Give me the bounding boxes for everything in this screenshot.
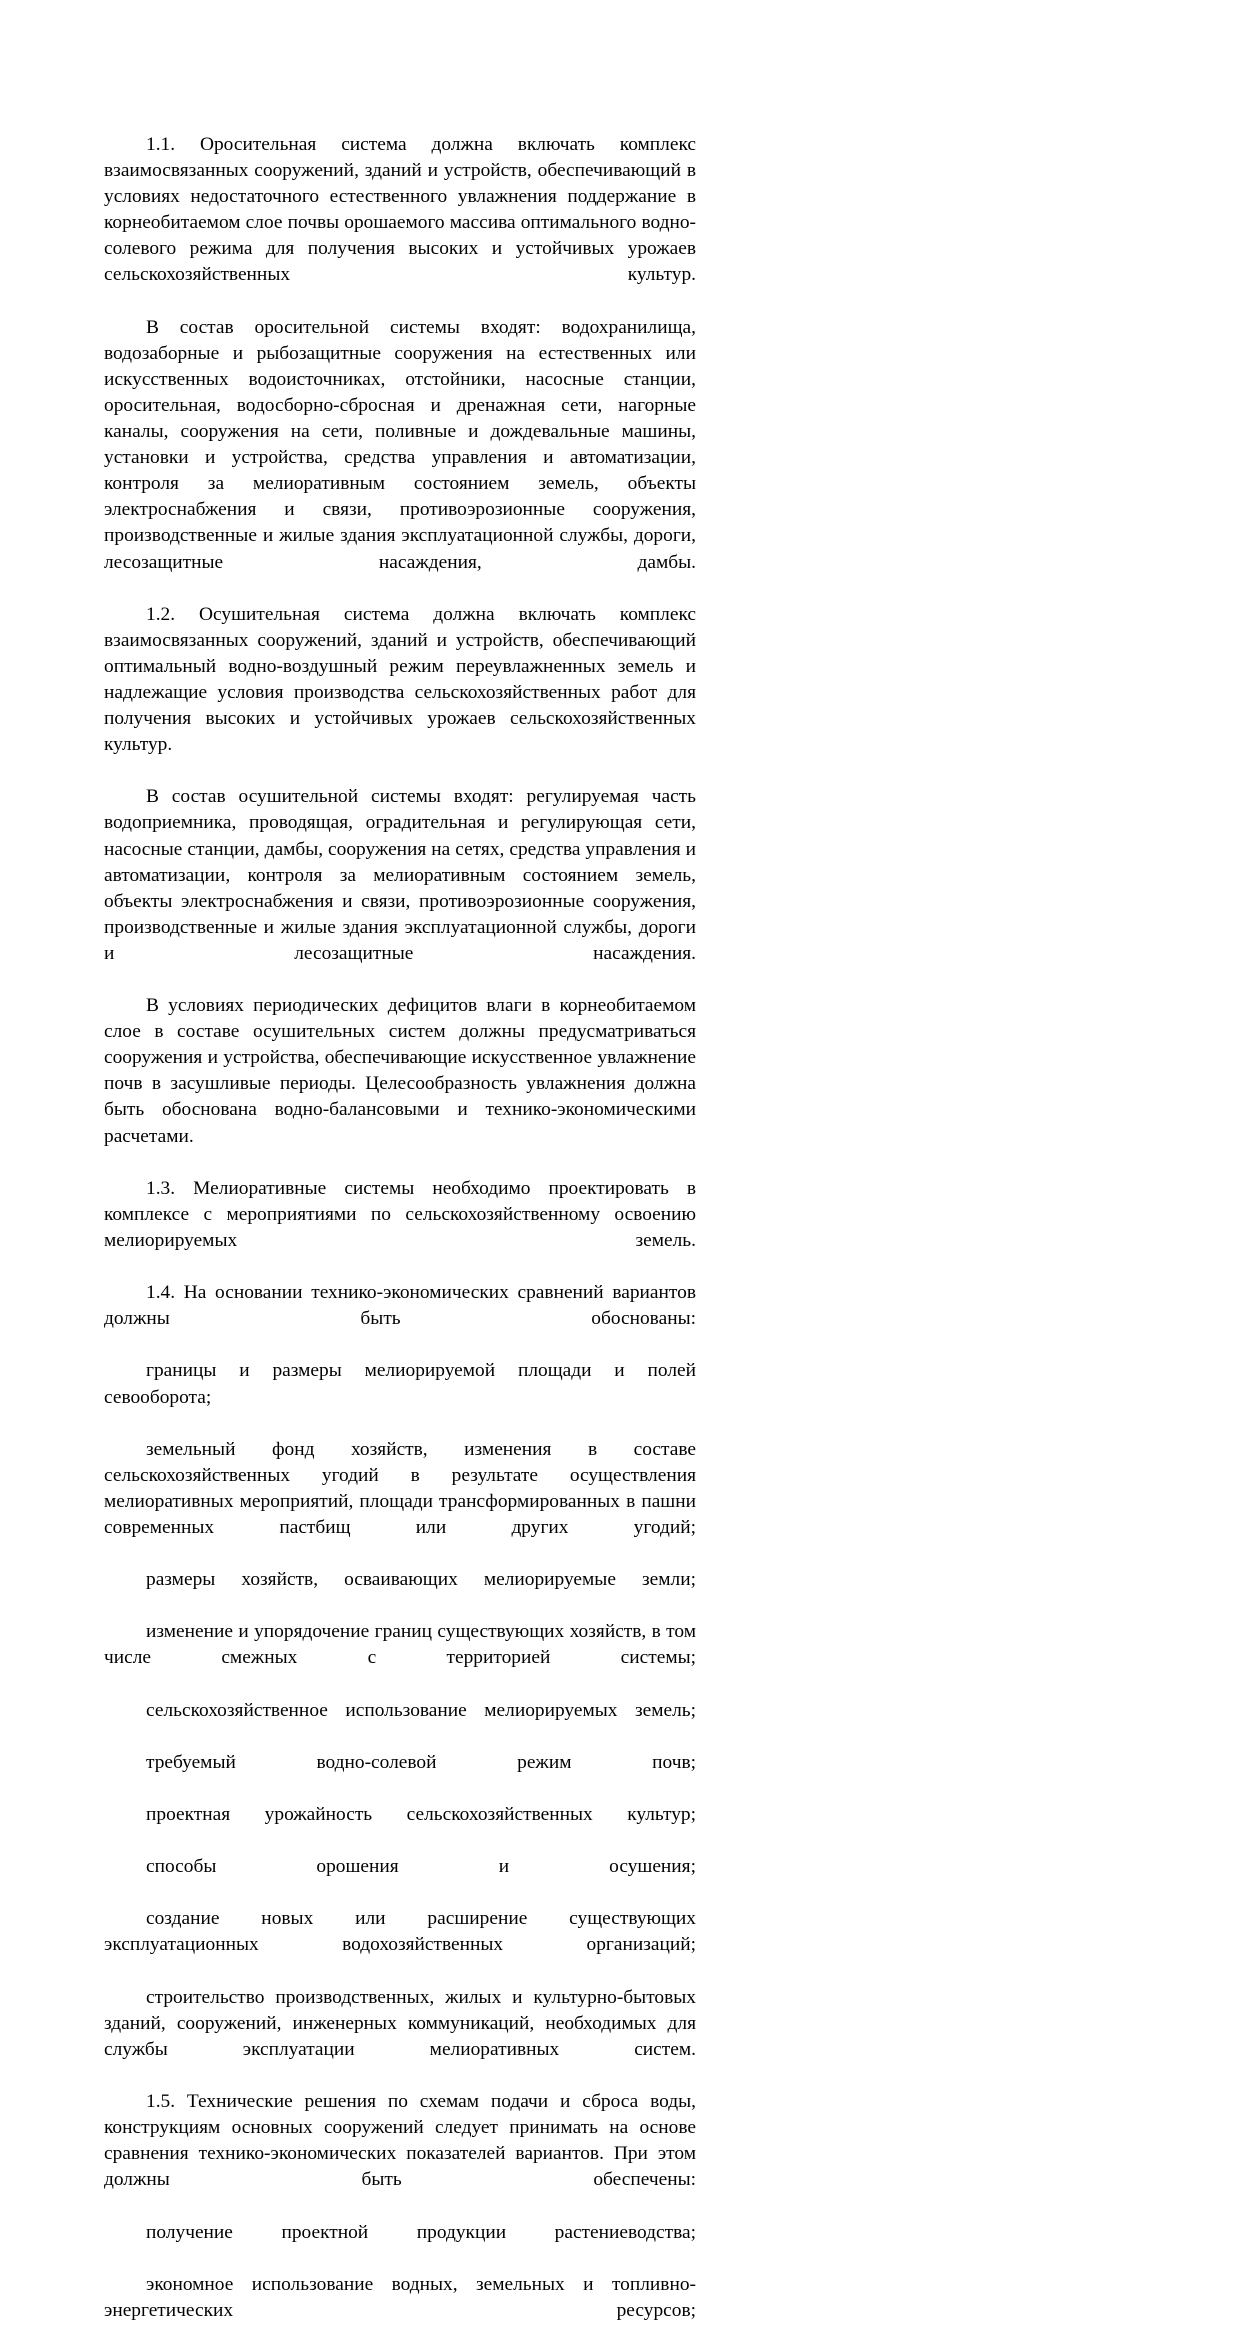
list-item: создание новых или расширение существующих эксплуатационных водохозяйственных организаций; xyxy=(104,1908,696,1956)
clause-1-2-paragraph: 1.2. Осушительная система должна включать комплекс взаимосвязанных сооружений, зданий и устройств, обеспечивающий оптимальный водно-воздушный режим переувлажненных земель и надлежащие условия производства сельскохозяйственных работ для получения высоких и устойчивых урожаев сельскохозяйственных культур. xyxy=(104,603,696,756)
document-text-body xyxy=(104,132,696,2350)
list-item: требуемый водно-солевой режим почв; xyxy=(146,1751,696,1773)
clause-1-5-paragraph: 1.5. Технические решения по схемам подачи и сброса воды, конструкциям основных сооружений следует принимать на основе сравнения технико-экономических показателей вариантов. При этом должны быть обеспечены: xyxy=(104,2091,696,2191)
drainage-composition-paragraph: В состав осушительной системы входят: регулируемая часть водоприемника, проводящая, оградительная и регулирующая сети, насосные станции, дамбы, сооружения на сетях, средства управления и автоматизации, контроля за мелиоративным состоянием земель, объекты электроснабжения и связи, противоэрозионные сооружения, производственные и жилые здания эксплуатационной службы, дороги и лесозащитные насаждения. xyxy=(104,786,696,964)
list-item: получение проектной продукции растениеводства; xyxy=(146,2221,696,2243)
list-item: проектная урожайность сельскохозяйственных культур; xyxy=(146,1804,696,1825)
list-item: границы и размеры мелиорируемой площади и полей севооборота; xyxy=(104,1360,696,1408)
list-item: изменение и упорядочение границ существующих хозяйств, в том числе смежных с территорией системы; xyxy=(104,1621,696,1669)
moisture-deficit-paragraph: В условиях периодических дефицитов влаги в корнеобитаемом слое в составе осушительных систем должны предусматриваться сооружения и устройства, обеспечивающие искусственное увлажнение почв в засушливые периоды. Целесообразность увлажнения должна быть обоснована водно-балансовыми и технико-экономическими расчетами. xyxy=(104,995,696,1147)
clause-1-3-paragraph: 1.3. Мелиоративные системы необходимо проектировать в комплексе с мероприятиями по сельскохозяйственному освоению мелиорируемых земель. xyxy=(104,1177,696,1251)
clause-1-4-paragraph: 1.4. На основании технико-экономических сравнений вариантов должны быть обоснованы: xyxy=(104,1282,696,1330)
list-item: строительство производственных, жилых и культурно-бытовых зданий, сооружений, инженерных коммуникаций, необходимых для службы эксплуатации мелиоративных систем. xyxy=(104,1986,696,2060)
clause-1-1-paragraph: 1.1. Оросительная система должна включать комплекс взаимосвязанных сооружений, зданий и устройств, обеспечивающий в условиях недостаточного естественного увлажнения поддержание в корнеобитаемом слое почвы орошаемого массива оптимального водно-солевого режима для получения высоких и устойчивых урожаев сельскохозяйственных культур. xyxy=(104,134,696,286)
list-item: экономное использование водных, земельных и топливно-энергетических ресурсов; xyxy=(104,2273,696,2321)
list-item: размеры хозяйств, осваивающих мелиорируемые земли; xyxy=(146,1569,696,1591)
list-item: сельскохозяйственное использование мелиорируемых земель; xyxy=(146,1699,696,1721)
irrigation-composition-paragraph: В состав оросительной системы входят: водохранилища, водозаборные и рыбозащитные сооружения на естественных или искусственных водоисточниках, отстойники, насосные станции, оросительная, водосборно-сбросная и дренажная сети, нагорные каналы, сооружения на сети, поливные и дождевальные машины, установки и устройства, средства управления и автоматизации, контроля за мелиоративным состоянием земель, объекты электроснабжения и связи, противоэрозионные сооружения, производственные и жилые здания эксплуатационной службы, дороги, лесозащитные насаждения, дамбы. xyxy=(104,316,696,573)
list-item: земельный фонд хозяйств, изменения в составе сельскохозяйственных угодий в результате осуществления мелиоративных мероприятий, площади трансформированных в пашни современных пастбищ или других угодий; xyxy=(104,1438,696,1538)
list-item: способы орошения и осушения; xyxy=(146,1856,696,1878)
